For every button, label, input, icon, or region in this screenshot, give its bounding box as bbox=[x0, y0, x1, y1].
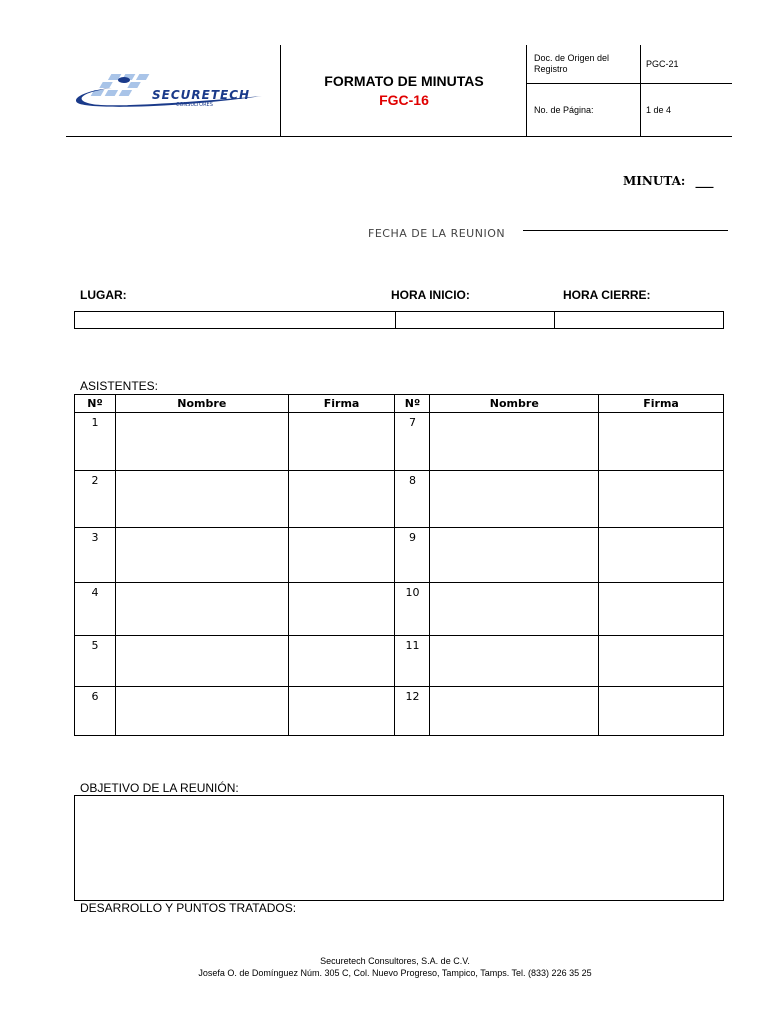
row-number: 11 bbox=[395, 636, 430, 687]
table-row bbox=[75, 636, 724, 687]
header-divider bbox=[526, 45, 527, 136]
header-bottom-line bbox=[66, 136, 732, 137]
firma-cell[interactable] bbox=[599, 687, 724, 736]
firma-cell[interactable] bbox=[599, 583, 724, 636]
row-number: 10 bbox=[395, 583, 430, 636]
securetech-logo bbox=[72, 66, 270, 116]
row-number: 9 bbox=[395, 528, 430, 583]
firma-cell[interactable] bbox=[288, 413, 395, 471]
nombre-cell[interactable] bbox=[430, 471, 599, 528]
header-divider bbox=[640, 45, 641, 136]
nombre-cell[interactable] bbox=[430, 636, 599, 687]
nombre-cell[interactable] bbox=[115, 413, 288, 471]
nombre-cell[interactable] bbox=[115, 687, 288, 736]
minuta-label: MINUTA: bbox=[623, 174, 686, 188]
row-number: 12 bbox=[395, 687, 430, 736]
nombre-cell[interactable] bbox=[430, 528, 599, 583]
minuta-value[interactable]: ___ bbox=[695, 174, 714, 188]
objetivo-label: OBJETIVO DE LA REUNIÓN: bbox=[80, 781, 239, 795]
doc-origin-label: Doc. de Origen del Registro bbox=[534, 53, 610, 74]
hora-cierre-label: HORA CIERRE: bbox=[563, 288, 651, 302]
hora-inicio-label: HORA INICIO: bbox=[391, 288, 470, 302]
desarrollo-label: DESARROLLO Y PUNTOS TRATADOS: bbox=[80, 901, 297, 915]
lugar-label: LUGAR: bbox=[80, 288, 127, 302]
doc-origin-value: PGC-21 bbox=[646, 59, 679, 69]
objetivo-textarea[interactable] bbox=[74, 795, 724, 901]
table-row bbox=[75, 528, 724, 583]
cell-divider bbox=[554, 312, 555, 328]
col-header-nombre: Nombre bbox=[430, 395, 599, 413]
firma-cell[interactable] bbox=[599, 636, 724, 687]
row-number: 1 bbox=[75, 413, 116, 471]
footer-company: Securetech Consultores, S.A. de C.V. bbox=[320, 956, 470, 966]
header-divider bbox=[526, 83, 732, 84]
row-number: 4 bbox=[75, 583, 116, 636]
firma-cell[interactable] bbox=[288, 687, 395, 736]
col-header-num: Nº bbox=[395, 395, 430, 413]
fecha-input-line[interactable] bbox=[523, 230, 728, 231]
row-number: 7 bbox=[395, 413, 430, 471]
table-row bbox=[75, 413, 724, 471]
nombre-cell[interactable] bbox=[430, 413, 599, 471]
nombre-cell[interactable] bbox=[115, 471, 288, 528]
table-row bbox=[75, 583, 724, 636]
asistentes-label: ASISTENTES: bbox=[80, 379, 159, 393]
table-row bbox=[75, 687, 724, 736]
firma-cell[interactable] bbox=[599, 413, 724, 471]
nombre-cell[interactable] bbox=[115, 528, 288, 583]
footer-address: Josefa O. de Domínguez Núm. 305 C, Col. Nuevo Progreso, Tampico, Tamps. Tel. (833) 226 35 25 bbox=[198, 968, 592, 978]
firma-cell[interactable] bbox=[599, 528, 724, 583]
logo-subtext: CONSULTORES bbox=[176, 102, 213, 108]
logo-text: SECURETECH bbox=[152, 88, 251, 102]
cell-divider bbox=[395, 312, 396, 328]
row-number: 2 bbox=[75, 471, 116, 528]
table-row bbox=[75, 471, 724, 528]
row-number: 6 bbox=[75, 687, 116, 736]
lugar-horas-table bbox=[74, 311, 724, 329]
page-value: 1 de 4 bbox=[646, 105, 672, 115]
document-title: FORMATO DE MINUTAS bbox=[324, 73, 484, 89]
fecha-label: FECHA DE LA REUNION bbox=[368, 227, 506, 240]
header-divider bbox=[280, 45, 281, 136]
col-header-firma: Firma bbox=[599, 395, 724, 413]
col-header-nombre: Nombre bbox=[115, 395, 288, 413]
row-number: 8 bbox=[395, 471, 430, 528]
firma-cell[interactable] bbox=[288, 528, 395, 583]
minuta-field bbox=[623, 174, 714, 188]
nombre-cell[interactable] bbox=[430, 687, 599, 736]
row-number: 5 bbox=[75, 636, 116, 687]
page-label: No. de Página: bbox=[534, 105, 594, 115]
firma-cell[interactable] bbox=[288, 583, 395, 636]
firma-cell[interactable] bbox=[288, 636, 395, 687]
col-header-firma: Firma bbox=[288, 395, 395, 413]
col-header-num: Nº bbox=[75, 395, 116, 413]
document-code: FGC-16 bbox=[379, 92, 429, 108]
nombre-cell[interactable] bbox=[115, 636, 288, 687]
firma-cell[interactable] bbox=[288, 471, 395, 528]
nombre-cell[interactable] bbox=[430, 583, 599, 636]
asistentes-table bbox=[74, 394, 724, 736]
row-number: 3 bbox=[75, 528, 116, 583]
firma-cell[interactable] bbox=[599, 471, 724, 528]
nombre-cell[interactable] bbox=[115, 583, 288, 636]
